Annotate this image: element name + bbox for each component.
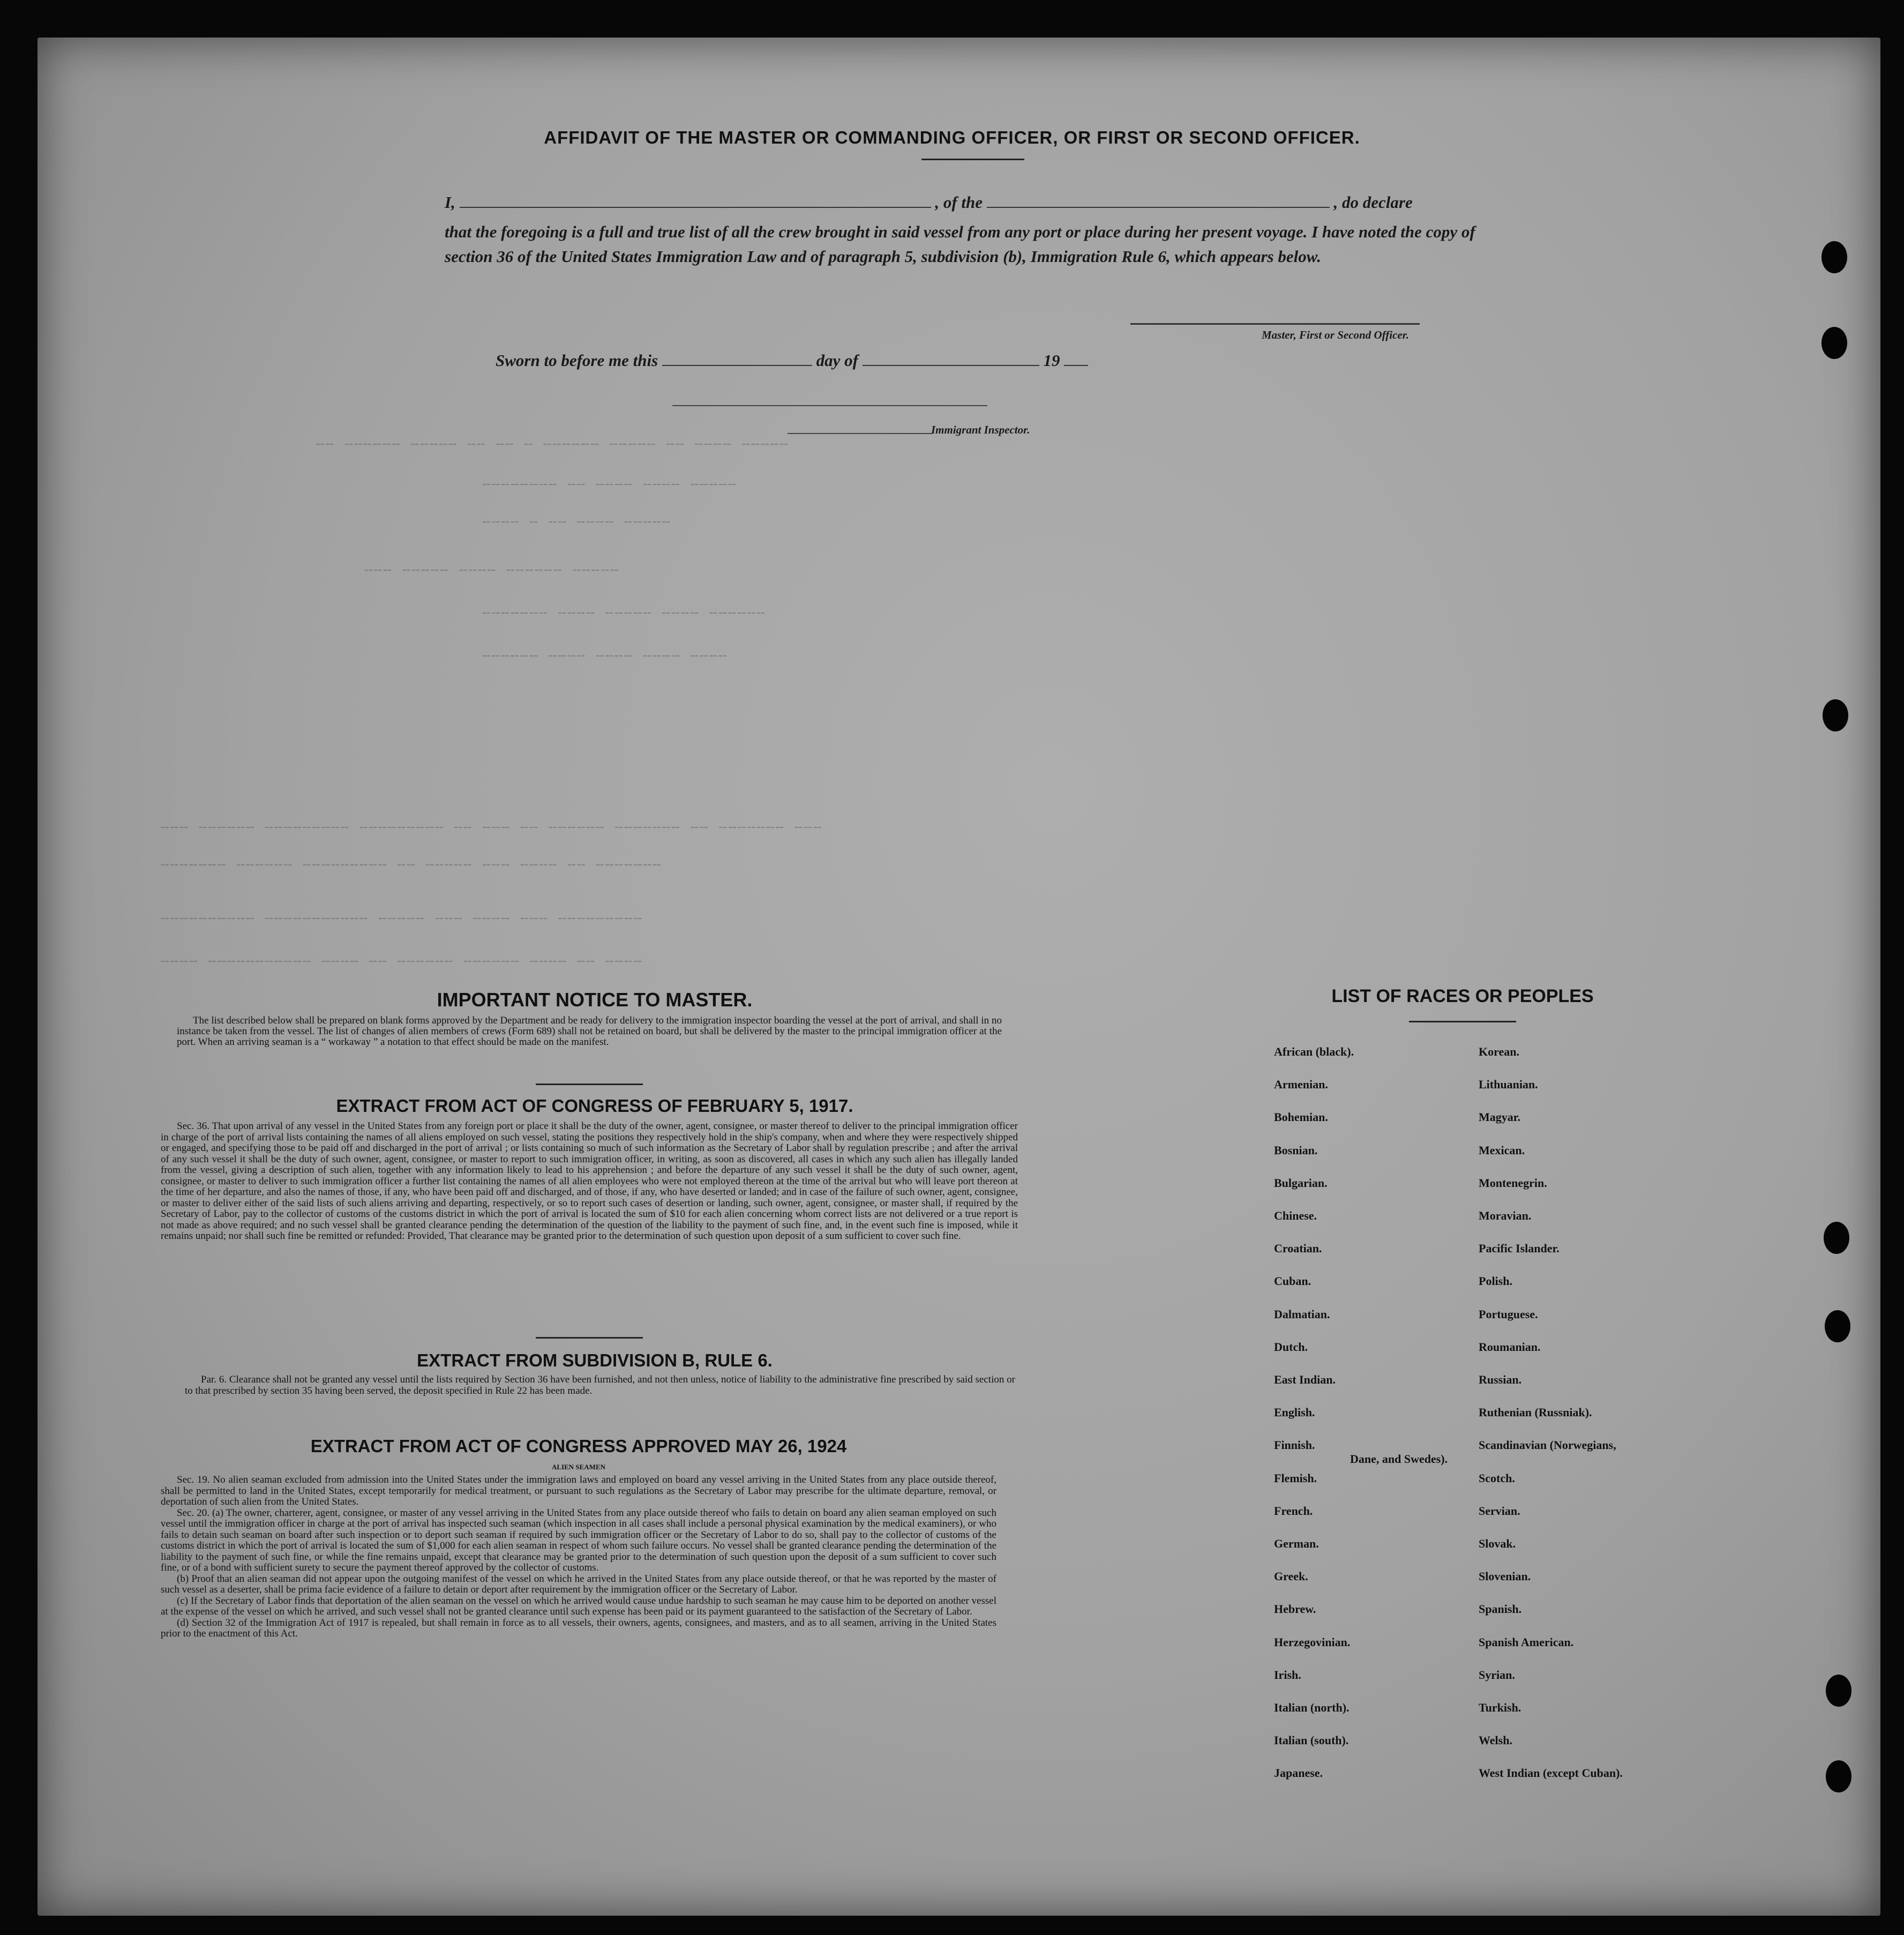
affidavit-title: AFFIDAVIT OF THE MASTER OR COMMANDING OFFICER, OR FIRST OR SECOND OFFICER.	[544, 128, 1360, 147]
race-item: Mexican.	[1479, 1143, 1525, 1157]
master-signature-line[interactable]	[1130, 323, 1420, 325]
declaration-body: that the foregoing is a full and true list of all the crew brought in said vessel from any port or place during her present voyage. I have noted the copy of section 36 of the United States Immigration Law and of paragraph 5, subdivision (b), Immigration Rule 6, which appears below.	[445, 222, 1475, 266]
race-item: Italian (north).	[1274, 1701, 1350, 1714]
race-item: Italian (south).	[1274, 1734, 1349, 1747]
punch-hole	[1821, 327, 1847, 359]
declaration-line	[445, 193, 1489, 212]
race-item: Magyar.	[1479, 1110, 1521, 1124]
master-signature-label: Master, First or Second Officer.	[1262, 328, 1409, 341]
race-item: Bosnian.	[1274, 1143, 1318, 1157]
races-divider	[1409, 1021, 1516, 1022]
race-item: Syrian.	[1479, 1668, 1515, 1682]
race-item: Herzegovinian.	[1274, 1635, 1351, 1649]
section-divider	[536, 1084, 643, 1085]
bleed-through-text: ╌╌╌╌╌╌╌╌ ╌╌ ╌╌╌╌ ╌╌╌╌ ╌╌╌╌╌	[482, 477, 738, 493]
extract-1917-title: EXTRACT FROM ACT OF CONGRESS OF FEBRUARY 5, 1917.	[336, 1096, 853, 1116]
race-item: Moravian.	[1479, 1209, 1532, 1222]
bleed-through-text: ╌╌╌ ╌╌╌╌╌ ╌╌╌╌ ╌╌╌╌╌╌ ╌╌╌╌╌	[364, 563, 620, 579]
extract-1924-title: EXTRACT FROM ACT OF CONGRESS APPROVED MAY 26, 1924	[310, 1436, 847, 1456]
race-item: Japanese.	[1274, 1766, 1323, 1780]
punch-hole	[1823, 699, 1848, 731]
race-item: Pacific Islander.	[1479, 1242, 1560, 1256]
race-item: Flemish.	[1274, 1471, 1317, 1485]
bleed-through-text: ╌╌╌╌╌╌ ╌╌╌╌ ╌╌╌╌ ╌╌╌╌ ╌╌╌╌	[482, 648, 728, 664]
sec-20c-paragraph: (c) If the Secretary of Labor finds that deportation of the alien seaman on the vessel on which he arrived would cause undue hardship to such seaman he may cause him to be deported on another vessel at the expense of the vessel on which he arrived, and such vessel shall not be granted clearance until such expense has been paid or its payment guaranteed to the satisfaction of the Secretary of Labor.	[161, 1595, 996, 1617]
race-item: Scandinavian (Norwegians,	[1479, 1438, 1616, 1452]
sec-20b-paragraph: (b) Proof that an alien seaman did not appear upon the outgoing manifest of the vessel on which he arrived in the United States from any place outside thereof, or that he was reported by the master of such vessel as a deserter, shall be prima facie evidence of a failure to detain or deport after requirement by the immigration officer or the Secretary of Labor.	[161, 1573, 996, 1595]
extract-rule6-text: Par. 6. Clearance shall not be granted any vessel until the lists required by Section 36 have been furnished, and not then unless, notice of liability to the administrative fine prescribed by said section or to that prescribed by section 35 having been served, the deposit specified in Rule 22 has been made.	[185, 1374, 1015, 1396]
race-item: Bohemian.	[1274, 1110, 1328, 1124]
important-notice-title: IMPORTANT NOTICE TO MASTER.	[437, 989, 753, 1011]
race-item: Lithuanian.	[1479, 1078, 1538, 1092]
bleed-through-text: ╌╌╌ ╌╌╌╌╌╌ ╌╌╌╌╌╌╌╌╌ ╌╌╌╌╌╌╌╌╌ ╌╌ ╌╌╌ ╌╌ ╌╌╌╌╌╌ ╌╌╌╌╌╌╌ ╌╌ ╌╌╌╌╌╌╌ ╌╌╌	[161, 820, 823, 836]
race-item: Roumanian.	[1479, 1340, 1541, 1354]
race-item: Slovak.	[1479, 1537, 1516, 1550]
extract-1924-text	[161, 1475, 996, 1640]
races-title: LIST OF RACES OR PEOPLES	[1331, 986, 1594, 1006]
race-item: Croatian.	[1274, 1242, 1322, 1256]
bleed-through-text: ╌╌╌╌ ╌ ╌╌ ╌╌╌╌ ╌╌╌╌╌	[482, 514, 672, 531]
race-item: Dalmatian.	[1274, 1307, 1330, 1321]
bleed-through-text: ╌╌╌╌╌╌╌ ╌╌╌╌ ╌╌╌╌╌ ╌╌╌╌ ╌╌╌╌╌╌	[482, 606, 766, 622]
race-item: Russian.	[1479, 1373, 1522, 1386]
race-item: Hebrew.	[1274, 1602, 1316, 1616]
name-blank[interactable]	[460, 207, 931, 208]
race-item: French.	[1274, 1504, 1313, 1518]
punch-hole	[1826, 1675, 1851, 1707]
punch-hole	[1821, 241, 1847, 273]
sworn-day-blank[interactable]	[662, 365, 812, 366]
race-item: Irish.	[1274, 1668, 1301, 1682]
bleed-through-text: ╌╌╌╌ ╌╌╌╌╌╌╌╌╌╌╌ ╌╌╌╌ ╌╌ ╌╌╌╌╌╌ ╌╌╌╌╌╌ ╌╌╌╌ ╌╌ ╌╌╌╌	[161, 954, 643, 970]
important-notice-text: The list described below shall be prepared on blank forms approved by the Department and be ready for delivery to the immigration inspector boarding the vessel at the port of arrival, and shall in no instance be taken from the vessel. The list of changes of alien members of crews (Form 689) shall not be retained on board, but shall be delivered by the master to the principal immigration officer at the port. When an arriving seaman is a “ workaway ” a notation to that effect should be made on the manifest.	[177, 1015, 1002, 1048]
punch-hole	[1826, 1760, 1851, 1792]
race-item: Korean.	[1479, 1045, 1519, 1058]
sworn-month-blank[interactable]	[863, 365, 1039, 366]
race-item: Armenian.	[1274, 1078, 1328, 1092]
bleed-through-text: ╌╌ ╌╌╌╌╌╌ ╌╌╌╌╌ ╌╌ ╌╌ ╌ ╌╌╌╌╌╌ ╌╌╌╌╌ ╌╌ ╌╌╌╌ ╌╌╌╌╌	[316, 437, 789, 453]
extract-1917-text: Sec. 36. That upon arrival of any vessel in the United States from any foreign port or place it shall be the duty of the owner, agent, consignee, or master thereof to deliver to the principal immigration officer in charge of the port of arrival lists containing the names of all aliens employed on such vessel, stating the positions they respectively hold in the ship's company, when and where they were respectively shipped or engaged, and specifying those to be paid off and discharged in the port of arrival ; or lists containing so much of such information as the Secretary of Labor shall by regulation prescribe ; and after the arrival of any such vessel it shall be the duty of such owner, agent, consignee, or master to report to such immigration officer, in writing, as soon as discovered, all cases in which any such alien has illegally landed from the vessel, giving a description of such alien, together with any information likely to lead to his apprehension ; and before the departure of any such vessel it shall be the duty of such owner, agent, consignee, or master to deliver to such immigration officer a further list containing the names of all alien employees who were not employed thereon at the time of the arrival but who will leave port thereon at the time of her departure, and also the names of those, if any, who have been paid off and discharged, and of those, if any, who have deserted or landed; and in case of the failure of such owner, agent, consignee, or master to deliver either of the said lists of such aliens arriving and departing, respectively, or so to report such cases of desertion or landing, such owner, agent, consignee, or master shall, if required by the Secretary of Labor, pay to the collector of customs of the customs district in which the port of arrival is located the sum of $10 for each alien concerning whom correct lists are not delivered or a true report is not made as above required; and no such vessel shall be granted clearance pending the determination of the question of the liability to the payment of such fine, and, in the event such fine is imposed, while it remains unpaid; nor shall such fine be remitted or refunded: Provided, That clearance may be granted prior to the determination of such question upon deposit of a sum sufficient to cover such fine.	[161, 1120, 1018, 1242]
race-item: Portuguese.	[1479, 1307, 1538, 1321]
race-item: German.	[1274, 1537, 1319, 1550]
of-the-label: , of the	[935, 193, 983, 212]
race-item: Scotch.	[1479, 1471, 1515, 1485]
race-item: Chinese.	[1274, 1209, 1317, 1222]
race-item: English.	[1274, 1406, 1315, 1420]
race-item: Slovenian.	[1479, 1570, 1531, 1583]
race-item: East Indian.	[1274, 1373, 1336, 1386]
race-item: Dutch.	[1274, 1340, 1308, 1354]
vessel-blank[interactable]	[987, 207, 1330, 208]
race-item: Greek.	[1274, 1570, 1308, 1583]
race-item: Spanish American.	[1479, 1635, 1574, 1649]
day-of-label: day of	[816, 351, 858, 370]
section-divider	[536, 1337, 643, 1339]
inspector-line[interactable]	[788, 433, 932, 434]
race-item: Servian.	[1479, 1504, 1520, 1518]
do-declare-label: , do declare	[1333, 193, 1413, 212]
race-item: Ruthenian (Russniak).	[1479, 1406, 1592, 1420]
bleed-through-text: ╌╌╌╌╌╌╌╌╌╌ ╌╌╌╌╌╌╌╌╌╌╌ ╌╌╌╌╌ ╌╌╌ ╌╌╌╌ ╌╌╌ ╌╌╌╌╌╌╌╌╌	[161, 911, 643, 927]
inspector-label: Immigrant Inspector.	[931, 423, 1030, 436]
i-label: I,	[445, 193, 455, 212]
punch-hole	[1824, 1222, 1849, 1254]
race-item: Welsh.	[1479, 1734, 1512, 1747]
race-item: West Indian (except Cuban).	[1479, 1766, 1623, 1780]
race-item: Cuban.	[1274, 1274, 1311, 1288]
sworn-year-blank[interactable]	[1064, 365, 1088, 366]
race-item: Turkish.	[1479, 1701, 1521, 1714]
inspector-line-upper[interactable]	[672, 405, 987, 406]
year-prefix: 19	[1043, 351, 1060, 370]
race-item: Polish.	[1479, 1274, 1512, 1288]
punch-hole	[1825, 1310, 1850, 1342]
race-item: Dane, and Swedes).	[1350, 1452, 1448, 1466]
race-item: Bulgarian.	[1274, 1176, 1328, 1190]
race-item: Spanish.	[1479, 1602, 1522, 1616]
sworn-line	[496, 351, 1088, 370]
title-divider	[921, 159, 1024, 160]
sworn-label: Sworn to before me this	[496, 351, 658, 370]
sec-20d-paragraph: (d) Section 32 of the Immigration Act of 1917 is repealed, but shall remain in force as to all vessels, their owners, agents, consignees, and masters, and as to all seamen, arriving in the United States prior to the enactment of this Act.	[161, 1617, 996, 1639]
sec-19-paragraph: Sec. 19. No alien seaman excluded from admission into the United States under the immigration laws and employed on board any vessel arriving in the United States from any place outside thereof, shall be permitted to land in the United States, except temporarily for medical treatment, or pursuant to such regulations as the Secretary of Labor may prescribe for the ultimate departure, removal, or deportation of such alien from the United States.	[161, 1474, 996, 1507]
extract-1924-subtitle: ALIEN SEAMEN	[551, 1463, 606, 1471]
race-item: Finnish.	[1274, 1438, 1315, 1452]
sec-20a-paragraph: Sec. 20. (a) The owner, charterer, agent, consignee, or master of any vessel arriving in the United States from any place outside thereof who fails to detain on board any alien seaman employed on such vessel until the immigration officer in charge at the port of arrival has inspected such seaman (which inspection in all cases shall include a personal physical examination by the medical examiners), or who fails to detain such seaman on board after such inspection or to deport such seaman if required by such immigration officer or the Secretary of Labor to do so, shall pay to the collector of customs of the customs district in which the port of arrival is located the sum of $1,000 for each alien seaman in respect of whom such failure occurs. No vessel shall be granted clearance pending the determination of the liability to the payment of such fine, or while the fine remains unpaid, except that clearance may be granted prior to the determination of such question upon the deposit of a sum sufficient to cover such fine, or of a bond with sufficient surety to secure the payment thereof approved by the collector of customs.	[161, 1507, 996, 1573]
race-item: African (black).	[1274, 1045, 1354, 1058]
race-item: Montenegrin.	[1479, 1176, 1547, 1190]
bleed-through-text: ╌╌╌╌╌╌╌ ╌╌╌╌╌╌ ╌╌╌╌╌╌╌╌╌ ╌╌ ╌╌╌╌╌ ╌╌╌ ╌╌╌╌ ╌╌ ╌╌╌╌╌╌╌	[161, 857, 662, 873]
extract-rule6-title: EXTRACT FROM SUBDIVISION B, RULE 6.	[417, 1350, 773, 1370]
